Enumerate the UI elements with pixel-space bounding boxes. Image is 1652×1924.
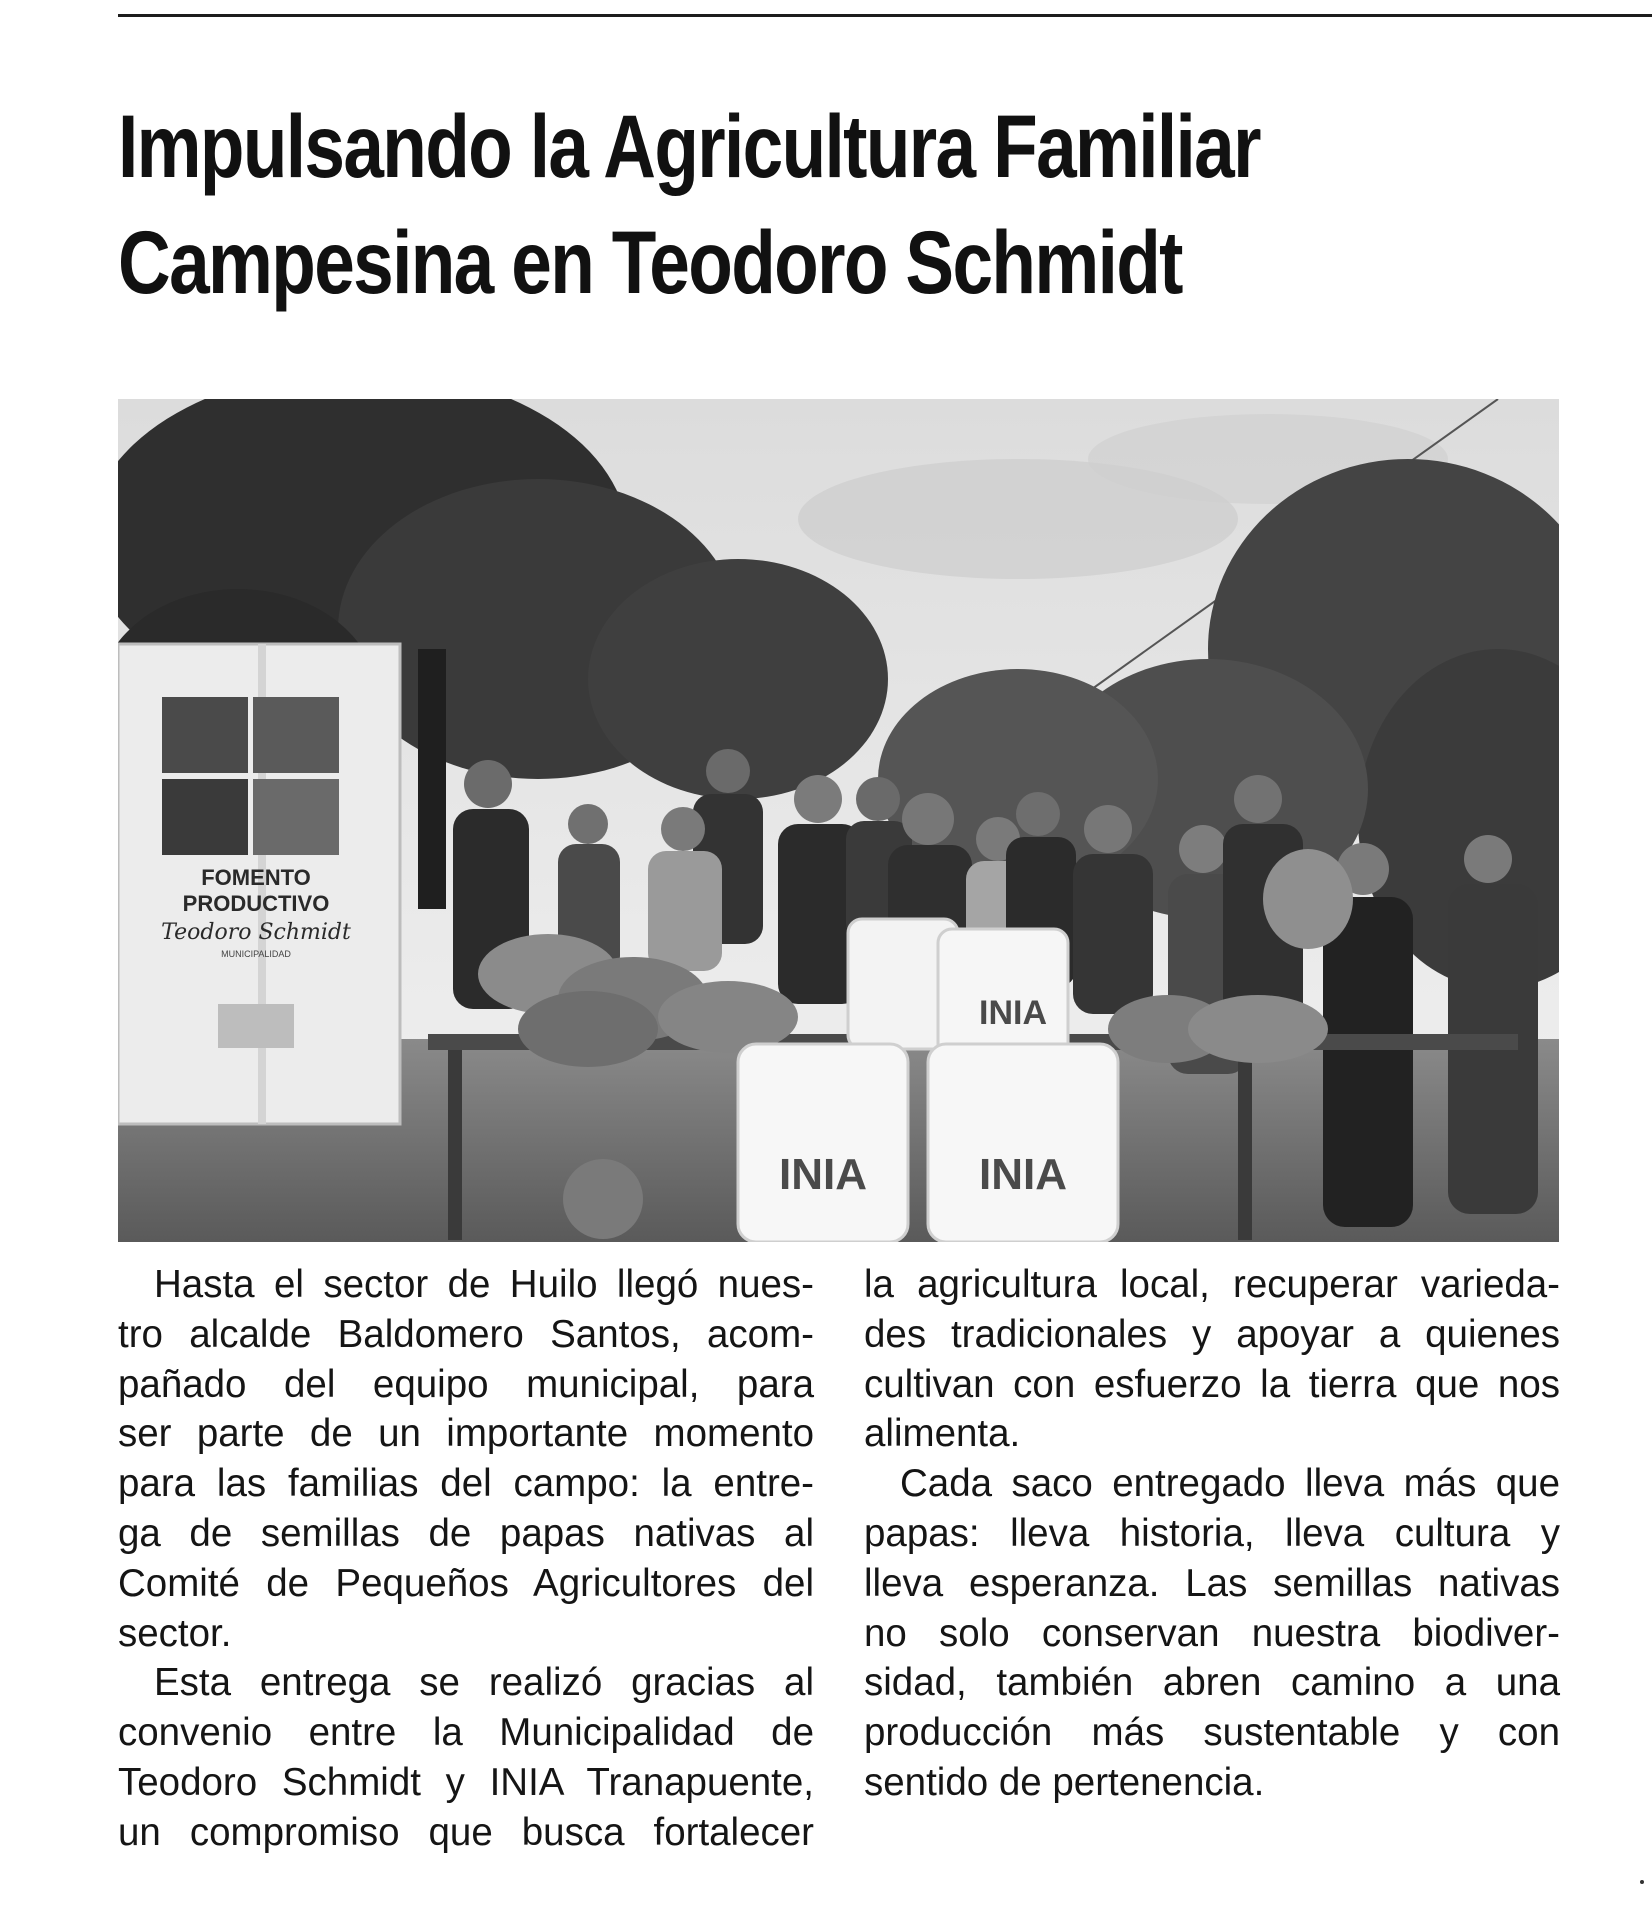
- fomento-sign: [118, 644, 400, 1124]
- text-line: Teodoro Schmidt y INIA Tranapuente,: [118, 1760, 814, 1804]
- text-line: cultivan con esfuerzo la tierra que nos: [864, 1362, 1560, 1406]
- headline-line-2: Campesina en Teodoro Schmidt: [118, 212, 1182, 312]
- column-right: [864, 1260, 1560, 1808]
- text-line: un compromiso que busca fortalecer: [118, 1810, 814, 1854]
- sign-line-2: PRODUCTIVO: [182, 891, 330, 916]
- headline-line-1: Impulsando la Agricultura Familiar: [118, 96, 1260, 196]
- text-line: ga de semillas de papas nativas al: [118, 1511, 814, 1555]
- text-line: convenio entre la Municipalidad de: [118, 1711, 814, 1755]
- sign-line-4: MUNICIPALIDAD: [221, 949, 291, 959]
- text-line: sentido de pertenencia.: [864, 1760, 1265, 1804]
- headline: [118, 88, 1332, 320]
- top-rule: [118, 14, 1652, 17]
- text-line: sidad, también abren camino a una: [864, 1661, 1560, 1705]
- sack-label-3: INIA: [979, 1150, 1067, 1199]
- sign-line-3: Teodoro Schmidt: [161, 920, 351, 945]
- text-line: tro alcalde Baldomero Santos, acom-: [118, 1312, 814, 1356]
- text-line: pañado del equipo municipal, para: [118, 1362, 814, 1406]
- text-line: la agricultura local, recuperar varieda-: [864, 1263, 1560, 1306]
- text-line: Cada saco entregado lleva más que: [900, 1462, 1560, 1506]
- page-mark: [1640, 1880, 1644, 1884]
- sack-label-1: INIA: [979, 994, 1047, 1032]
- sign-line-1: FOMENTO: [201, 865, 311, 890]
- text-line: producción más sustentable y con: [864, 1711, 1560, 1755]
- cat: [563, 1159, 643, 1239]
- text-line: Esta entrega se realizó gracias al: [154, 1661, 814, 1705]
- sack-label-2: INIA: [779, 1150, 867, 1199]
- text-line: papas: lleva historia, lleva cultura y: [864, 1511, 1560, 1555]
- text-line: Comité de Pequeños Agricultores del: [118, 1561, 814, 1605]
- text-line: sector.: [118, 1611, 232, 1655]
- text-line: lleva esperanza. Las semillas nativas: [864, 1561, 1560, 1605]
- text-line: ser parte de un importante momento: [118, 1412, 814, 1456]
- text-line: Hasta el sector de Huilo llegó nues-: [154, 1263, 814, 1306]
- column-left: [118, 1260, 814, 1858]
- text-line: des tradicionales y apoyar a quienes: [864, 1312, 1560, 1356]
- article-photo: [118, 399, 1559, 1242]
- text-line: para las familias del campo: la entre-: [118, 1462, 814, 1506]
- text-line: alimenta.: [864, 1412, 1021, 1456]
- text-line: no solo conservan nuestra biodiver-: [864, 1611, 1560, 1655]
